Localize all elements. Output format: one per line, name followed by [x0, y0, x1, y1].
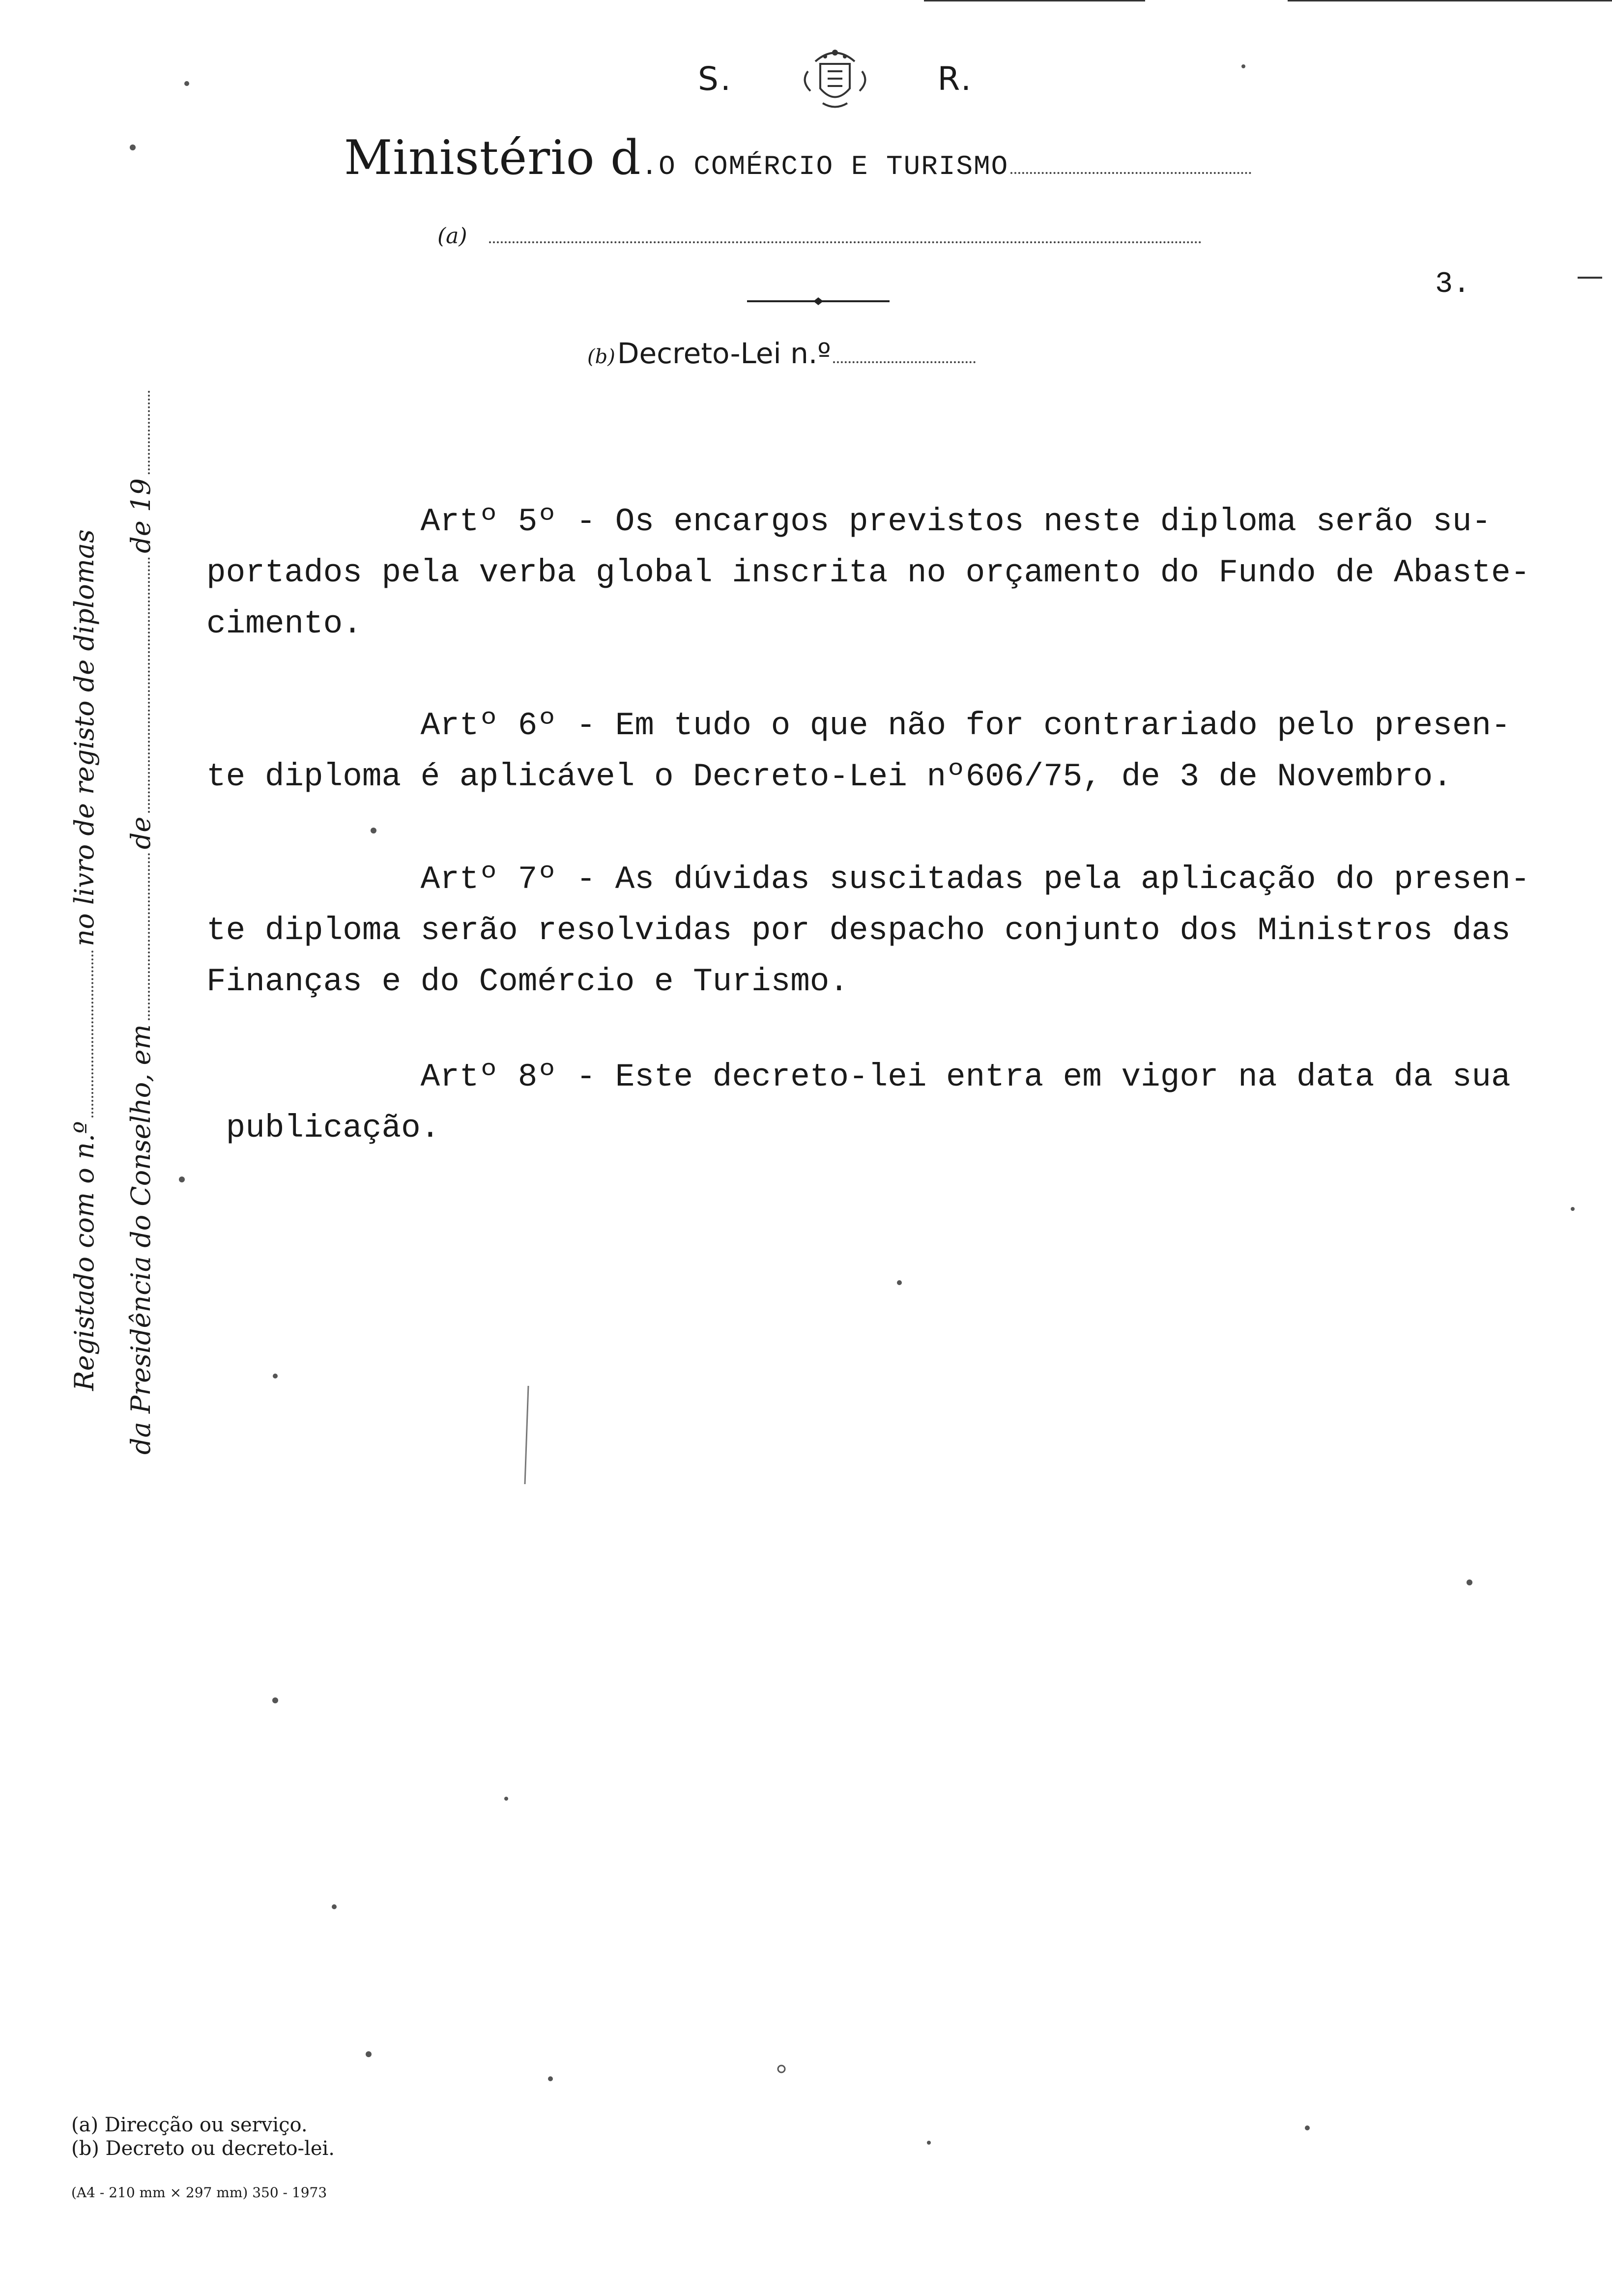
- article-8: [206, 1052, 1612, 1154]
- article-line: Artº 5º - Os encargos previstos neste diploma serão su-: [206, 503, 1492, 540]
- margin-presidency-label: da Presidência do Conselho, em: [125, 1024, 156, 1455]
- article-line: Finanças e do Comércio e Turismo.: [206, 963, 849, 1000]
- margin-book-label: no livro de registo de diplomas: [69, 529, 100, 947]
- footnote-b: (b) Decreto ou decreto-lei.: [71, 2137, 335, 2160]
- article-line: te diploma é aplicável o Decreto-Lei nº606/75, de 3 de Novembro.: [206, 758, 1452, 795]
- ministry-name: .O COMÉRCIO E TURISMO: [641, 151, 1009, 182]
- header-sr: [698, 42, 973, 115]
- page-number: 3.: [1435, 268, 1471, 301]
- margin-year-label: de 19: [125, 478, 156, 553]
- margin-fill-dots: [148, 853, 150, 1020]
- article-line: Artº 7º - As dúvidas suscitadas pela aplicação do presen-: [206, 861, 1530, 898]
- form-code: (A4 - 210 mm × 297 mm) 350 - 1973: [71, 2184, 327, 2201]
- margin-registration-inner: [125, 387, 156, 1455]
- article-6: [206, 700, 1612, 803]
- article-5: [206, 496, 1612, 650]
- margin-registered-label: Registado com o n.º: [69, 1121, 100, 1391]
- footnote-a: (a) Direcção ou serviço.: [71, 2114, 308, 2136]
- ornament-divider: [747, 296, 890, 306]
- margin-fill-dots: [148, 557, 150, 813]
- article-line: te diploma serão resolvidas por despacho conjunto dos Ministros das: [206, 912, 1511, 949]
- decree-type-label: (b): [587, 345, 615, 368]
- decree-number-dots: [833, 361, 976, 363]
- ministry-fill-dots: [1010, 172, 1251, 174]
- margin-de-label: de: [125, 816, 156, 850]
- ministry-prefix: Ministério d: [344, 130, 641, 185]
- letter-s: S.: [698, 59, 733, 98]
- article-line: cimento.: [206, 605, 362, 642]
- article-7: [206, 854, 1612, 1007]
- article-line: Artº 8º - Este decreto-lei entra em vigor na data da sua: [206, 1059, 1511, 1095]
- letter-r: R.: [937, 59, 973, 98]
- footnotes: [71, 2113, 335, 2160]
- margin-fill-dots: [91, 950, 93, 1118]
- service-fill-dots: [489, 241, 1202, 243]
- ministry-line: [344, 130, 1251, 185]
- article-line: Artº 6º - Em tudo o que não for contrariado pelo presen-: [206, 707, 1511, 744]
- service-line: [437, 224, 1202, 249]
- article-line: portados pela verba global inscrita no orçamento do Fundo de Abaste-: [206, 554, 1530, 591]
- decree-number-label: Decreto-Lei n.º: [617, 337, 831, 370]
- margin-registration-outer: [69, 529, 100, 1391]
- coat-of-arms-icon: [786, 42, 884, 115]
- margin-fill-dots: [148, 391, 150, 474]
- service-label: (a): [437, 224, 467, 249]
- decree-line: [587, 337, 976, 370]
- article-line: publicação.: [206, 1110, 440, 1147]
